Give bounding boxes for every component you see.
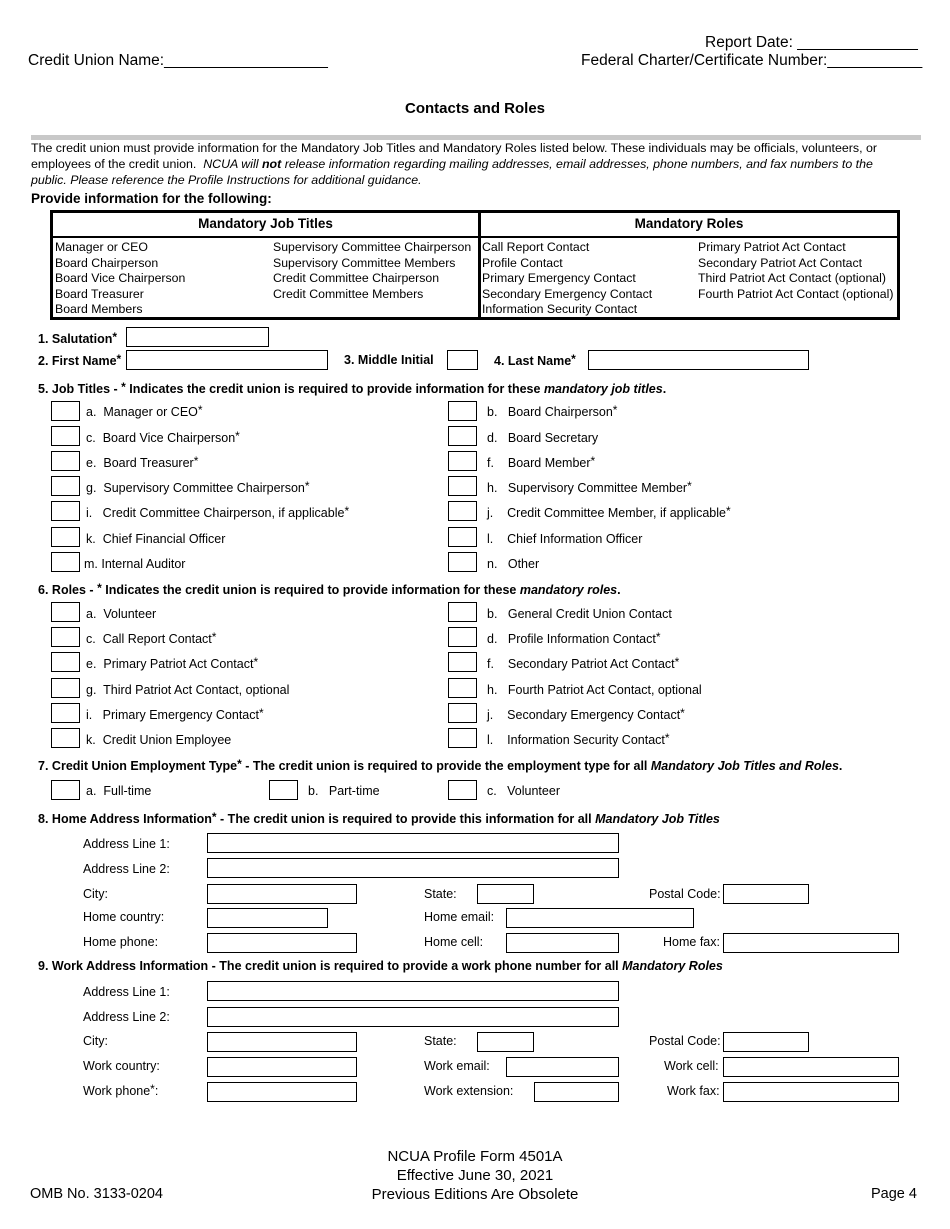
work-postal-code-input[interactable]	[723, 1032, 809, 1052]
section-7-heading: 7. Credit Union Employment Type* - The credit union is required to provide the employment type for all Mandatory Job Titles and Roles.	[38, 757, 843, 773]
work-phone-label: Work phone*:	[83, 1082, 159, 1098]
work-postal-code-label: Postal Code:	[649, 1034, 721, 1048]
job-title-item: Credit Committee Chairperson	[273, 271, 440, 285]
work-fax-label: Work fax:	[667, 1084, 720, 1098]
role-item: Call Report Contact	[482, 240, 590, 254]
section-5-heading: 5. Job Titles - * Indicates the credit union is required to provide information for these mandatory job titles.	[38, 380, 667, 396]
job-title-option-e: e. Board Treasurer*	[86, 454, 199, 470]
home-city-input[interactable]	[207, 884, 357, 904]
intro-line-3: public. Please reference the Profile Instructions for additional guidance.	[31, 173, 422, 187]
middle-initial-input[interactable]	[447, 350, 478, 370]
home-postal-code-input[interactable]	[723, 884, 809, 904]
home-address-line-1-input[interactable]	[207, 833, 619, 853]
role-item: Primary Emergency Contact	[482, 271, 636, 285]
role-option-f: f. Secondary Patriot Act Contact*	[487, 655, 680, 671]
job-title-checkbox-m[interactable]	[51, 552, 80, 572]
home-address-line-2-input[interactable]	[207, 858, 619, 878]
job-title-option-d: d. Board Secretary	[487, 431, 599, 445]
job-title-checkbox-a[interactable]	[51, 401, 80, 421]
work-fax-input[interactable]	[723, 1082, 899, 1102]
home-postal-code-label: Postal Code:	[649, 887, 721, 901]
work-phone-input[interactable]	[207, 1082, 357, 1102]
last-name-label: 4. Last Name*	[494, 352, 576, 368]
job-title-option-g: g. Supervisory Committee Chairperson*	[86, 479, 310, 495]
job-title-option-n: n. Other	[487, 557, 540, 571]
credit-union-name-field[interactable]: Credit Union Name:___________________	[28, 52, 328, 69]
home-fax-label: Home fax:	[663, 935, 720, 949]
job-title-item: Supervisory Committee Members	[273, 255, 456, 270]
job-title-option-h: h. Supervisory Committee Member*	[487, 479, 692, 495]
employment-option-part-time: b. Part-time	[308, 784, 380, 798]
job-title-item: Board Chairperson	[55, 255, 159, 270]
role-checkbox-e[interactable]	[51, 652, 80, 672]
charter-number-field[interactable]: Federal Charter/Certificate Number:___________	[581, 52, 923, 69]
work-cell-label: Work cell:	[664, 1059, 719, 1073]
last-name-input[interactable]	[588, 350, 809, 370]
role-item: Third Patriot Act Contact (optional)	[698, 271, 886, 285]
home-cell-input[interactable]	[506, 933, 619, 953]
employment-option-full-time: a. Full-time	[86, 784, 152, 798]
home-phone-label: Home phone:	[83, 935, 159, 949]
intro-line-1: The credit union must provide information for the Mandatory Job Titles and Mandatory Roles listed below. These individuals may be officials, volunteers, or	[31, 141, 877, 155]
first-name-input[interactable]	[126, 350, 328, 370]
role-option-b: b. General Credit Union Contact	[487, 607, 672, 621]
page-title: Contacts and Roles	[404, 100, 546, 117]
section-6-heading: 6. Roles - * Indicates the credit union is required to provide information for these mandatory roles.	[38, 581, 621, 597]
role-checkbox-b[interactable]	[448, 602, 477, 622]
role-option-e: e. Primary Patriot Act Contact*	[86, 655, 259, 671]
footer-omb-number: OMB No. 3133-0204	[30, 1186, 163, 1202]
job-title-checkbox-f[interactable]	[448, 451, 477, 471]
provide-heading: Provide information for the following:	[31, 191, 272, 206]
role-option-h: h. Fourth Patriot Act Contact, optional	[487, 683, 702, 697]
role-item: Secondary Patriot Act Contact	[698, 255, 863, 270]
home-country-input[interactable]	[207, 908, 328, 928]
role-checkbox-i[interactable]	[51, 703, 80, 723]
job-title-option-k: k. Chief Financial Officer	[86, 532, 226, 546]
job-title-option-a: a. Manager or CEO*	[86, 403, 203, 419]
section-9-heading: 9. Work Address Information - The credit union is required to provide a work phone number for all Mandatory Roles	[38, 959, 723, 973]
job-title-checkbox-k[interactable]	[51, 527, 80, 547]
job-title-option-b: b. Board Chairperson*	[487, 403, 618, 419]
role-checkbox-g[interactable]	[51, 678, 80, 698]
footer-page-number: Page 4	[871, 1186, 917, 1202]
home-email-label: Home email:	[424, 910, 495, 924]
employment-option-volunteer: c. Volunteer	[487, 784, 560, 798]
role-item: Secondary Emergency Contact	[482, 286, 653, 301]
job-title-checkbox-j[interactable]	[448, 501, 477, 521]
role-option-g: g. Third Patriot Act Contact, optional	[86, 683, 290, 697]
job-title-option-c: c. Board Vice Chairperson*	[86, 429, 240, 445]
employment-checkbox-part-time[interactable]	[269, 780, 298, 800]
role-item: Information Security Contact	[482, 302, 638, 316]
role-checkbox-a[interactable]	[51, 602, 80, 622]
work-extension-input[interactable]	[534, 1082, 619, 1102]
middle-initial-label: 3. Middle Initial	[344, 353, 434, 367]
salutation-input[interactable]	[126, 327, 269, 347]
job-title-item: Credit Committee Members	[273, 286, 424, 301]
job-title-checkbox-n[interactable]	[448, 552, 477, 572]
employment-checkbox-full-time[interactable]	[51, 780, 80, 800]
role-checkbox-k[interactable]	[51, 728, 80, 748]
home-state-label: State:	[424, 887, 457, 901]
job-title-item: Supervisory Committee Chairperson	[273, 240, 472, 254]
role-option-c: c. Call Report Contact*	[86, 630, 217, 646]
table-header-rule	[53, 236, 897, 238]
job-title-checkbox-h[interactable]	[448, 476, 477, 496]
section-8-heading: 8. Home Address Information* - The credit union is required to provide this information for all Mandatory Job Titles	[38, 810, 720, 826]
role-item: Profile Contact	[482, 255, 563, 270]
work-country-input[interactable]	[207, 1057, 357, 1077]
employment-checkbox-volunteer[interactable]	[448, 780, 477, 800]
role-checkbox-f[interactable]	[448, 652, 477, 672]
role-checkbox-d[interactable]	[448, 627, 477, 647]
table-column-divider	[478, 213, 481, 317]
work-city-input[interactable]	[207, 1032, 357, 1052]
job-title-option-j: j. Credit Committee Member, if applicable*	[487, 504, 731, 520]
work-address-line-1-input[interactable]	[207, 981, 619, 1001]
role-item: Fourth Patriot Act Contact (optional)	[698, 286, 894, 301]
work-address-line-2-input[interactable]	[207, 1007, 619, 1027]
role-option-i: i. Primary Emergency Contact*	[86, 706, 264, 722]
work-address-line-2-label: Address Line 2:	[83, 1010, 170, 1024]
work-state-input[interactable]	[477, 1032, 534, 1052]
job-title-item: Board Treasurer	[55, 286, 144, 301]
footer-obsolete-note: Previous Editions Are Obsolete	[371, 1186, 579, 1203]
intro-line-2: employees of the credit union. NCUA will not release information regarding mailing addresses, email addresses, phone numbers, and fax numbers to the	[31, 157, 873, 171]
job-title-checkbox-i[interactable]	[51, 501, 80, 521]
home-cell-label: Home cell:	[424, 935, 484, 949]
job-title-item: Board Members	[55, 302, 143, 316]
job-title-option-f: f. Board Member*	[487, 454, 596, 470]
job-title-checkbox-b[interactable]	[448, 401, 477, 421]
footer-form-number: NCUA Profile Form 4501A	[387, 1148, 563, 1165]
work-city-label: City:	[83, 1034, 108, 1048]
home-address-line-1-label: Address Line 1:	[83, 837, 170, 851]
role-option-j: j. Secondary Emergency Contact*	[487, 706, 685, 722]
mandatory-table	[50, 210, 900, 320]
home-fax-input[interactable]	[723, 933, 899, 953]
home-state-input[interactable]	[477, 884, 534, 904]
first-name-label: 2. First Name*	[38, 352, 122, 368]
work-address-line-1-label: Address Line 1:	[83, 985, 170, 999]
work-cell-input[interactable]	[723, 1057, 899, 1077]
home-phone-input[interactable]	[207, 933, 357, 953]
work-email-input[interactable]	[506, 1057, 619, 1077]
home-email-input[interactable]	[506, 908, 694, 928]
job-titles-header: Mandatory Job Titles	[198, 216, 333, 231]
role-checkbox-j[interactable]	[448, 703, 477, 723]
salutation-label: 1. Salutation*	[38, 330, 118, 346]
role-option-a: a. Volunteer	[86, 607, 157, 621]
role-item: Primary Patriot Act Contact	[698, 240, 846, 254]
work-email-label: Work email:	[424, 1059, 490, 1073]
role-checkbox-l[interactable]	[448, 728, 477, 748]
job-title-option-i: i. Credit Committee Chairperson, if applicable*	[86, 504, 350, 520]
work-country-label: Work country:	[83, 1059, 160, 1073]
home-address-line-2-label: Address Line 2:	[83, 862, 170, 876]
work-extension-label: Work extension:	[424, 1084, 514, 1098]
role-checkbox-h[interactable]	[448, 678, 477, 698]
role-checkbox-c[interactable]	[51, 627, 80, 647]
report-date-field[interactable]: ______________	[797, 34, 918, 51]
role-option-l: l. Information Security Contact*	[487, 731, 670, 747]
job-title-item: Manager or CEO	[55, 240, 148, 254]
job-title-option-l: l. Chief Information Officer	[487, 532, 643, 546]
job-title-checkbox-d[interactable]	[448, 426, 477, 446]
role-option-k: k. Credit Union Employee	[86, 733, 232, 747]
report-date-label: Report Date: ______________	[705, 34, 918, 51]
job-title-item: Board Vice Chairperson	[55, 271, 186, 285]
job-title-checkbox-e[interactable]	[51, 451, 80, 471]
role-option-d: d. Profile Information Contact*	[487, 630, 661, 646]
divider-rule	[31, 135, 921, 140]
job-title-checkbox-l[interactable]	[448, 527, 477, 547]
home-city-label: City:	[83, 887, 108, 901]
job-title-checkbox-c[interactable]	[51, 426, 80, 446]
roles-header: Mandatory Roles	[634, 216, 744, 231]
job-title-checkbox-g[interactable]	[51, 476, 80, 496]
home-country-label: Home country:	[83, 910, 165, 924]
job-title-option-m: m. Internal Auditor	[84, 557, 186, 571]
footer-effective-date: Effective June 30, 2021	[396, 1167, 554, 1184]
work-state-label: State:	[424, 1034, 457, 1048]
